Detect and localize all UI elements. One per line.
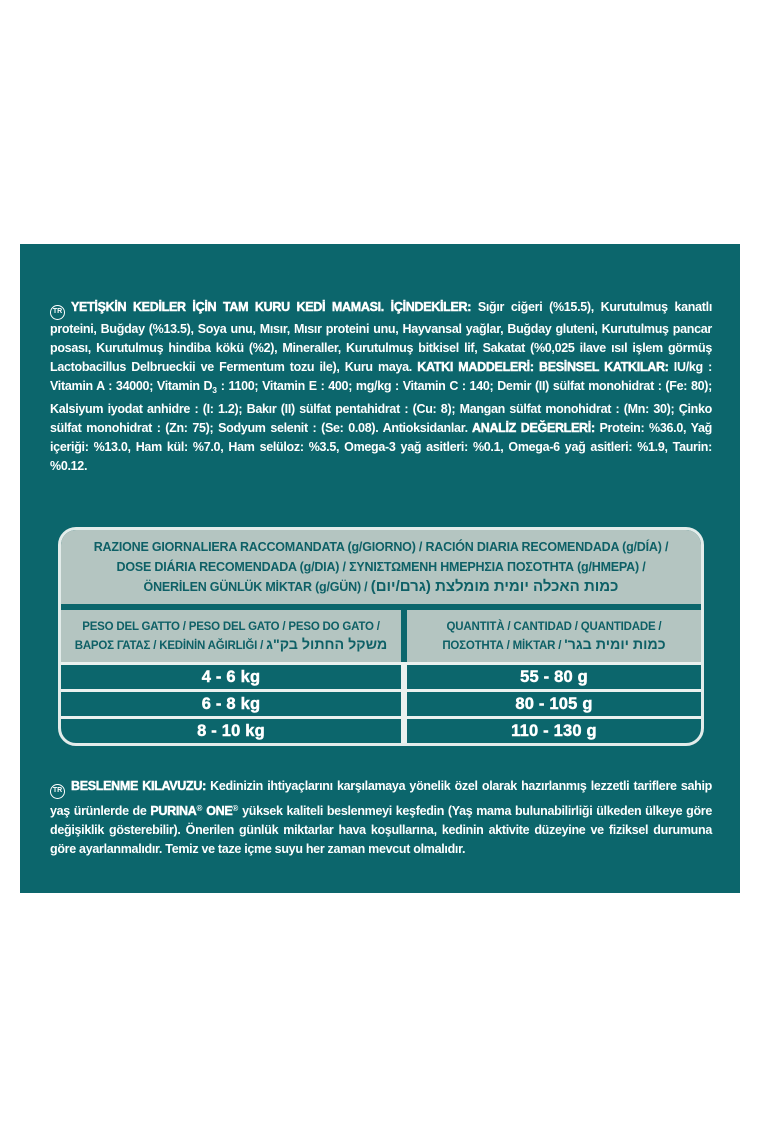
guide-title: BESLENME KILAVUZU:: [71, 778, 211, 793]
analysis-title: ANALİZ DEĞERLERİ:: [471, 421, 600, 435]
weight-column-header-line2-hebrew: משקל החתול בק"ג: [266, 636, 388, 653]
feeding-table-header-line3-latin: ÖNERİLEN GÜNLÜK MİKTAR (g/GÜN) /: [143, 580, 371, 594]
brand-name-one: ONE: [202, 804, 233, 818]
registered-trademark-icon: ®: [232, 804, 239, 813]
feeding-table-header-line3: [61, 577, 701, 597]
feeding-table-header-line3-hebrew: כמות האכלה יומית מומלצת (גרם/יום): [370, 578, 619, 595]
vitamin-d3-subscript: 3: [212, 385, 217, 395]
feeding-table-header: [61, 530, 701, 604]
additives-body-b: : 1100; Vitamin E : 400; mg/kg : Vitamin C : 140; Demir (II) sülfat monohidrat : (Fe: 80); Kalsiyum iyodat anhidre : (I: 1.2); Bakır (II) sülfat pentahidrat : (Cu: 8); Mangan sülfat monohidrat : (Mn: 30); Çinko sülfat monohidrat : (Zn: 75); Sodyum selenit : (Se: 0.08). Antioksidanlar.: [50, 379, 712, 435]
ingredients-paragraph: [50, 298, 712, 477]
weight-cell: 4 - 6 kg: [201, 667, 261, 686]
weight-cell: 8 - 10 kg: [197, 721, 265, 740]
tr-region-badge-icon: TR: [50, 784, 65, 799]
tr-region-badge-icon: TR: [50, 305, 65, 320]
column-headers-row: [61, 610, 701, 662]
brand-name-purina: PURINA: [150, 804, 197, 818]
quantity-cell: 80 - 105 g: [515, 694, 593, 713]
table-row: [61, 665, 701, 689]
quantity-column-header-line2-latin: ΠΟΣΟΤΗΤΑ / MİKTAR /: [442, 639, 565, 652]
additives-body-a: IU/kg : Vitamin A : 34000; Vitamin D: [50, 360, 712, 393]
weight-column-header-line2: [61, 636, 401, 655]
table-row: [61, 692, 701, 716]
weight-column-header: [61, 610, 401, 662]
feeding-guide-paragraph: [50, 777, 712, 860]
ingredients-body: Sığır ciğeri (%15.5), Kurutulmuş kanatlı proteini, Buğday (%13.5), Soya unu, Mısır, Mısır proteini unu, Hayvansal yağlar, Buğday gluteni, Kurutulmuş pancar posası, Kurutulmuş hindiba kökü (%2), Mineraller, Kurutulmuş bitkisel lif, Sakatat (%0,025 ilave ısıl işlem görmüş Lactobacillus Delbrueckii ve Fermentum tozu ile), Kuru maya.: [50, 299, 712, 374]
quantity-column-header: [407, 610, 701, 662]
weight-cell: 6 - 8 kg: [201, 694, 261, 713]
feeding-table-header-line2: DOSE DIÁRIA RECOMENDADA (g/DIA) / ΣΥΝΙΣΤΩΜΕΝΗ ΗΜΕΡΗΣΙΑ ΠΟΣΟΤΗΤΑ (g/ΗΜΕΡΑ) /: [116, 560, 646, 574]
teal-info-panel: [20, 244, 740, 893]
analysis-body: Protein: %36.0, Yağ içeriği: %13.0, Ham kül: %7.0, Ham selüloz: %3.5, Omega-3 yağ asitleri: %0.1, Omega-6 yağ asitleri: %1.9, Taurin: %0.12.: [50, 421, 712, 473]
feeding-table-header-line1: RAZIONE GIORNALIERA RACCOMANDATA (g/GIORNO) / RACIÓN DIARIA RECOMENDADA (g/DÍA) /: [93, 540, 669, 554]
feeding-table: [58, 527, 704, 746]
registered-trademark-icon: ®: [196, 804, 203, 813]
guide-body-1: Kedinizin ihtiyaçlarını karşılamaya yönelik özel olarak hazırlanmış lezzetli tariflere sahip yaş ürünlerde de: [50, 778, 713, 818]
additives-title: KATKI MADDELERİ: BESİNSEL KATKILAR:: [417, 360, 674, 374]
weight-column-header-line2-latin: ΒΑΡΟΣ ΓΑΤΑΣ / KEDİNİN AĞIRLIĞI /: [74, 639, 267, 652]
quantity-column-header-line2: [407, 636, 701, 655]
table-row: [61, 719, 701, 743]
quantity-cell: 55 - 80 g: [520, 667, 588, 686]
ingredients-title: YETİŞKİN KEDİLER İÇİN TAM KURU KEDİ MAMASI. İÇİNDEKİLER:: [71, 299, 478, 314]
guide-body-2: yüksek kaliteli beslenmeyi keşfedin (Yaş mama bulunabilirliği ülkeden ülkeye göre değişiklik gösterebilir). Önerilen günlük miktarlar hava koşullarına, kedinin aktivite düzeyine ve fiziksel durumuna göre ayarlanmalıdır. Temiz ve taze içme suyu her zaman mevcut olmalıdır.: [50, 804, 712, 856]
weight-column-header-line1: PESO DEL GATTO / PESO DEL GATO / PESO DO GATO /: [82, 620, 380, 633]
quantity-cell: 110 - 130 g: [511, 721, 597, 740]
quantity-column-header-line1: QUANTITÀ / CANTIDAD / QUANTIDADE /: [446, 620, 662, 633]
quantity-column-header-line2-hebrew: כמות יומית בגר': [564, 636, 666, 653]
